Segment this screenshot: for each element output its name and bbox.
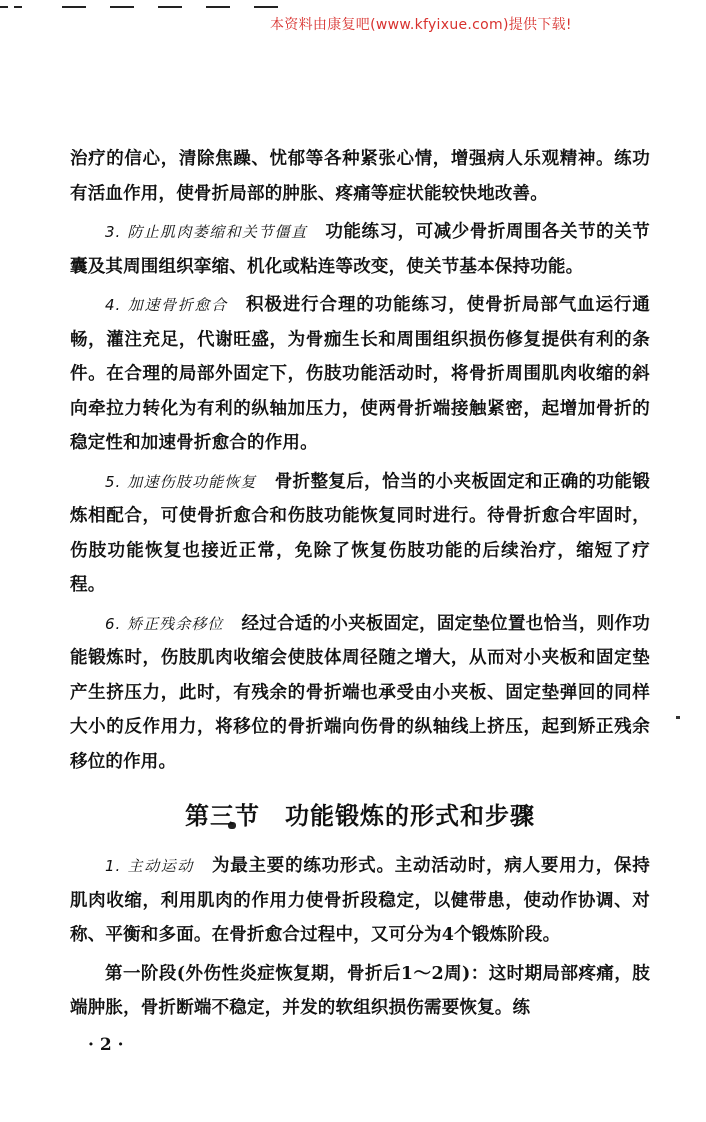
- list-item: [70, 215, 650, 284]
- stage-paragraph: 第一阶段(外伤性炎症恢复期，骨折后1～2周)：这时期局部疼痛，肢端肿胀，骨折断端不稳定，并发的软组织损伤需要恢复。练: [70, 963, 650, 1018]
- margin-mark: [676, 716, 680, 719]
- item-text: 积极进行合理的功能练习，使骨折局部气血运行通畅，灌注充足，代谢旺盛，为骨痂生长和周围组织损伤修复提供有利的条件。在合理的局部外固定下，伤肢功能活动时，将骨折周围肌肉收缩的斜向牵拉力转化为有利的纵轴加压力，使两骨折端接触紧密，起增加骨折的稳定性和加速骨折愈合的作用。: [70, 295, 650, 453]
- scan-top-marks: [0, 6, 300, 12]
- list-item: [70, 849, 650, 953]
- item-title: 6. 矫正残余移位: [105, 614, 224, 633]
- item-text: 骨折整复后，恰当的小夹板固定和正确的功能锻炼相配合，可使骨折愈合和伤肢功能恢复同时进行。待骨折愈合牢固时，伤肢功能恢复也接近正常，免除了恢复伤肢功能的后续治疗，缩短了疗程。: [70, 471, 650, 595]
- intro-paragraph: 治疗的信心，清除焦躁、忧郁等各种紧张心情，增强病人乐观精神。练功有活血作用，使骨折局部的肿胀、疼痛等症状能较快地改善。: [70, 149, 650, 204]
- list-item: [70, 607, 650, 780]
- section-heading: 第三节 功能锻炼的形式和步骤: [185, 802, 535, 830]
- item-text: 功能练习，可减少骨折周围各关节的关节囊及其周围组织挛缩、机化或粘连等改变，使关节基本保持功能。: [70, 222, 650, 277]
- item-title: 1. 主动运动: [105, 857, 194, 875]
- watermark-text: 本资料由康复吧(www.kfyixue.com)提供下载!: [270, 17, 572, 33]
- page-body: [70, 142, 650, 1060]
- item-title: 5. 加速伤肢功能恢复: [105, 472, 257, 491]
- item-text: 为最主要的练功形式。主动活动时，病人要用力，保持肌肉收缩，利用肌肉的作用力使骨折段稳定，以健带患，使动作协调、对称、平衡和多面。在骨折愈合过程中，又可分为4个锻炼阶段。: [70, 856, 650, 945]
- item-text: 经过合适的小夹板固定，固定垫位置也恰当，则作功能锻炼时，伤肢肌肉收缩会使肢体周径随之增大，从而对小夹板和固定垫产生挤压力，此时，有残余的骨折端也承受由小夹板、固定垫弹回的同样大小的反作用力，将移位的骨折端向伤骨的纵轴线上挤压，起到矫正残余移位的作用。: [70, 613, 650, 772]
- item-title: 4. 加速骨折愈合: [105, 296, 228, 314]
- page-number: · 2 ·: [88, 1034, 124, 1055]
- list-item: [70, 288, 650, 461]
- list-item: [70, 465, 650, 603]
- item-title: 3. 防止肌肉萎缩和关节僵直: [105, 223, 308, 241]
